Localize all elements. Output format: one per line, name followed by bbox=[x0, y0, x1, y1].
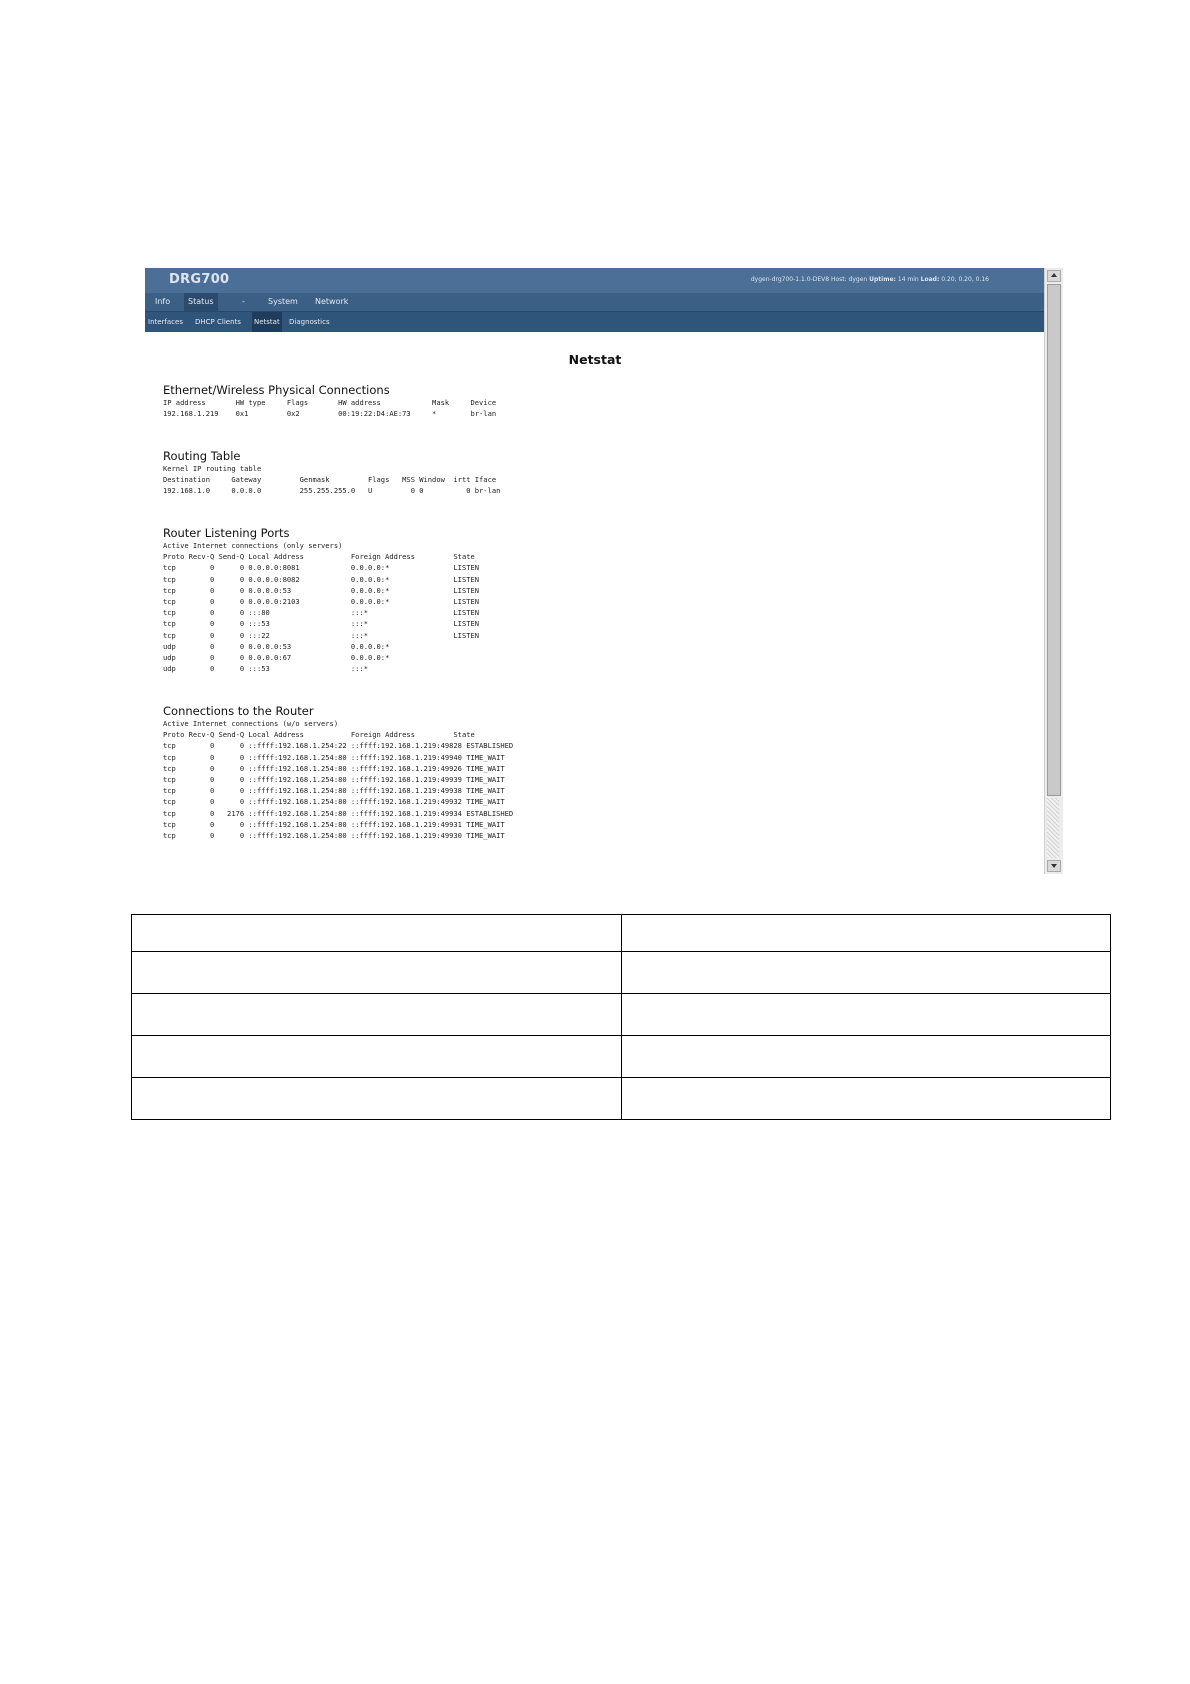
scroll-down-arrow-icon[interactable] bbox=[1047, 860, 1061, 872]
scrollbar-track[interactable] bbox=[1047, 798, 1059, 858]
menu-item-system[interactable]: System bbox=[268, 297, 298, 306]
router-connections-output: Active Internet connections (w/o servers) Proto Recv-Q Send-Q Local Address Foreign Address State tcp 0 0 ::ffff:192.168.1.254:22 ::ffff:192.168.1.219:49828 ESTABLISHED tcp 0 0 ::ffff:192.168.1.254:80 ::ffff:192.168.1.219:49940 TIME_WAIT tcp 0 0 ::ffff:192.168.1.254:80 ::ffff:192.168.1.219:49926 TIME_WAIT tcp 0 0 ::ffff:192.168.1.254:80 ::ffff:192.168.1.219:49939 TIME_WAIT tcp 0 0 ::ffff:192.168.1.254:80 ::ffff:192.168.1.219:49938 TIME_WAIT tcp 0 0 ::ffff:192.168.1.254:80 ::ffff:192.168.1.219:49932 TIME_WAIT tcp 0 2176 ::ffff:192.168.1.254:80 ::ffff:192.168.1.219:49934 ESTABLISHED tcp 0 0 ::ffff:192.168.1.254:80 ::ffff:192.168.1.219:49931 TIME_WAIT tcp 0 0 ::ffff:192.168.1.254:80 ::ffff:192.168.1.219:49930 TIME_WAIT bbox=[163, 719, 514, 841]
brand-logo: DRG700 bbox=[169, 272, 230, 287]
blank-table-row bbox=[132, 1078, 1111, 1120]
netstat-content bbox=[145, 332, 1045, 874]
main-menu bbox=[145, 293, 1045, 311]
blank-table-cell bbox=[132, 1036, 622, 1078]
blank-table-row bbox=[132, 915, 1111, 952]
blank-table-cell bbox=[132, 994, 622, 1036]
host-info: dygen-drg700-1.1.0-DEV8 Host: dygen bbox=[750, 276, 868, 283]
blank-table-row bbox=[132, 994, 1111, 1036]
scroll-up-arrow-icon[interactable] bbox=[1047, 270, 1061, 282]
router-connections-heading: Connections to the Router bbox=[163, 704, 314, 718]
submenu-item-netstat[interactable]: Netstat bbox=[252, 312, 282, 332]
menu-item-network[interactable]: Network bbox=[315, 297, 349, 306]
blank-table-cell bbox=[132, 1078, 622, 1120]
blank-table bbox=[131, 914, 1111, 1120]
menu-item-status[interactable]: Status bbox=[184, 293, 218, 311]
vertical-scrollbar[interactable] bbox=[1044, 268, 1063, 874]
blank-table-cell bbox=[132, 952, 622, 994]
submenu-item-dhcp-clients[interactable]: DHCP Clients bbox=[195, 318, 241, 326]
blank-table-row bbox=[132, 1036, 1111, 1078]
listening-ports-heading: Router Listening Ports bbox=[163, 526, 290, 540]
menu-item-info[interactable]: Info bbox=[155, 297, 171, 306]
blank-table-cell bbox=[132, 915, 622, 952]
uptime-label: Uptime: bbox=[869, 276, 896, 283]
blank-table-cell bbox=[621, 915, 1111, 952]
host-status-info bbox=[751, 276, 989, 283]
listening-ports-output: Active Internet connections (only servers) Proto Recv-Q Send-Q Local Address Foreign Address State tcp 0 0 0.0.0.0:8081 0.0.0.0:* LISTEN tcp 0 0 0.0.0.0:8082 0.0.0.0:* LISTEN tcp 0 0 0.0.0.0:53 0.0.0.0:* LISTEN tcp 0 0 0.0.0.0:2103 0.0.0.0:* LISTEN tcp 0 0 :::80 :::* LISTEN tcp 0 0 :::53 :::* LISTEN tcp 0 0 :::22 :::* LISTEN udp 0 0 0.0.0.0:53 0.0.0.0:* udp 0 0 0.0.0.0:67 0.0.0.0:* udp 0 0 :::53 :::* bbox=[163, 541, 480, 674]
blank-table-cell bbox=[621, 1078, 1111, 1120]
page-title: Netstat bbox=[568, 352, 622, 367]
blank-table-row bbox=[132, 952, 1111, 994]
submenu-item-interfaces[interactable]: Interfaces bbox=[148, 318, 183, 326]
menu-item-separator: - bbox=[242, 297, 245, 306]
header-bar bbox=[145, 268, 1045, 293]
load-label: Load: bbox=[920, 276, 940, 283]
sub-menu bbox=[145, 311, 1045, 332]
submenu-item-diagnostics[interactable]: Diagnostics bbox=[289, 318, 330, 326]
router-web-ui-screenshot bbox=[145, 268, 1063, 874]
scrollbar-thumb[interactable] bbox=[1047, 284, 1061, 796]
routing-table-output: Kernel IP routing table Destination Gateway Genmask Flags MSS Window irtt Iface 192.168.1.0 0.0.0.0 255.255.255.0 U 0 0 0 br-lan bbox=[163, 464, 501, 496]
routing-table-heading: Routing Table bbox=[163, 449, 241, 463]
uptime-value: 14 min bbox=[897, 276, 919, 283]
blank-table-cell bbox=[621, 994, 1111, 1036]
blank-table-cell bbox=[621, 952, 1111, 994]
physical-connections-heading: Ethernet/Wireless Physical Connections bbox=[163, 383, 390, 397]
load-value: 0.20, 0.20, 0.16 bbox=[941, 276, 989, 283]
physical-connections-output: IP address HW type Flags HW address Mask Device 192.168.1.219 0x1 0x2 00:19:22:D4:AE:73 * br-lan bbox=[163, 398, 497, 419]
blank-table-cell bbox=[621, 1036, 1111, 1078]
